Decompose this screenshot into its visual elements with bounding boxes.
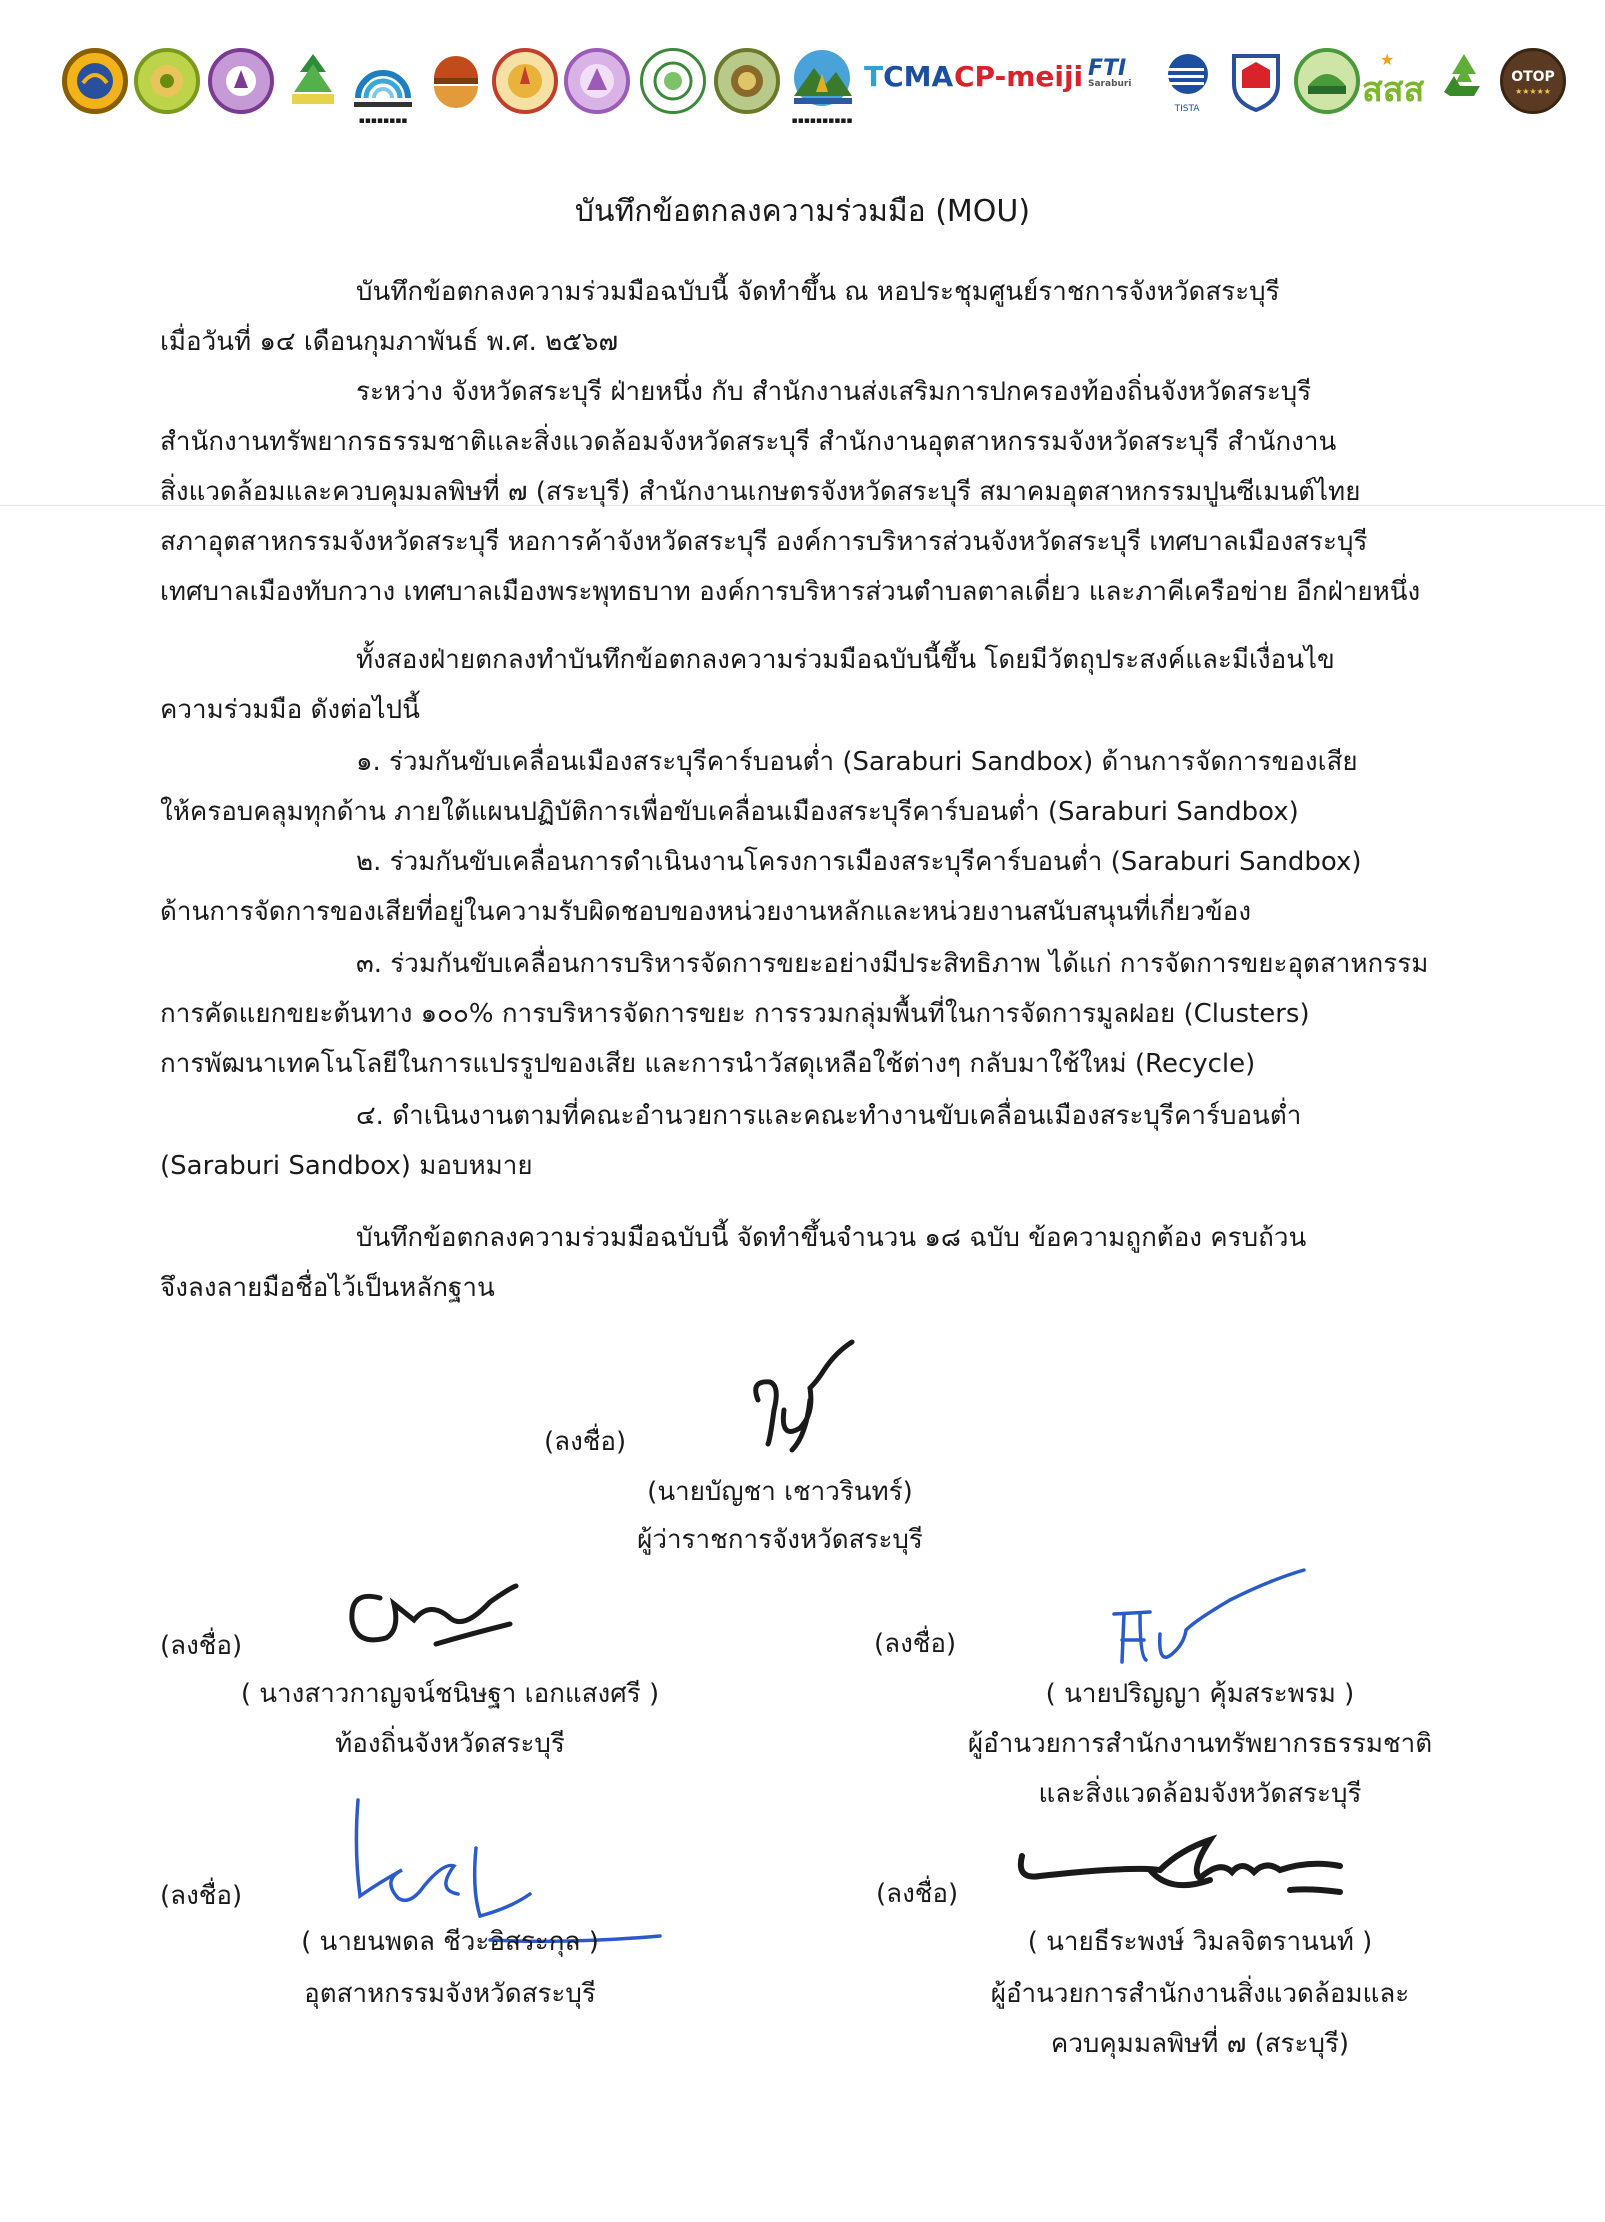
star-icon: ★ bbox=[1380, 50, 1395, 69]
sign-label: (ลงชื่อ) bbox=[544, 1427, 627, 1457]
body-line: บันทึกข้อตกลงความร่วมมือฉบับนี้ จัดทำขึ้น ณ หอประชุมศูนย์ราชการจังหวัดสระบุรี bbox=[356, 277, 1280, 307]
clause-4-cont: (Saraburi Sandbox) มอบหมาย bbox=[160, 1151, 533, 1181]
community-logo bbox=[640, 48, 706, 114]
clause-3-cont: การคัดแยกขยะต้นทาง ๑๐๐% การบริหารจัดการขยะ การรวมกลุ่มพื้นที่ในการจัดการมูลฝอย (Clusters) bbox=[160, 999, 1310, 1029]
pcd-name: ( นายธีระพงษ์ วิมลจิตรานนท์ ) bbox=[1027, 1927, 1373, 1957]
tcma-logo: TCMA bbox=[864, 60, 954, 93]
logo-caption: ▪▪▪▪▪▪▪▪▪▪ bbox=[791, 116, 853, 126]
fti-sub-caption: Saraburi bbox=[1088, 79, 1132, 89]
nre-position-2: และสิ่งแวดล้อมจังหวัดสระบุรี bbox=[1038, 1779, 1362, 1809]
clause-4: ๔. ดำเนินงานตามที่คณะอำนวยการและคณะทำงานขับเคลื่อนเมืองสระบุรีคาร์บอนต่ำ bbox=[356, 1101, 1302, 1131]
saraburi-province-seal bbox=[62, 48, 128, 114]
body-line: สภาอุตสาหกรรมจังหวัดสระบุรี หอการค้าจังหวัดสระบุรี องค์การบริหารส่วนจังหวัดสระบุรี เทศบาลเมืองสระบุรี bbox=[160, 527, 1368, 557]
clause-1-cont: ให้ครอบคลุมทุกด้าน ภายใต้แผนปฏิบัติการเพื่อขับเคลื่อนเมืองสระบุรีคาร์บอนต่ำ (Saraburi Sandbox) bbox=[160, 797, 1299, 827]
otop-logo bbox=[1500, 48, 1566, 114]
tisa-caption: TISTA bbox=[1174, 104, 1200, 114]
recycle-logo bbox=[1434, 48, 1500, 114]
closing-line: จึงลงลายมือชื่อไว้เป็นหลักฐาน bbox=[160, 1273, 495, 1303]
clause-1: ๑. ร่วมกันขับเคลื่อนเมืองสระบุรีคาร์บอนต่ำ (Saraburi Sandbox) ด้านการจัดการของเสีย bbox=[356, 747, 1358, 777]
green-logo bbox=[1294, 48, 1360, 114]
saraburi-pao-logo bbox=[492, 48, 558, 114]
sign-label: (ลงชื่อ) bbox=[160, 1881, 243, 1911]
natural-resources-logo bbox=[350, 48, 416, 126]
governor-signature bbox=[740, 1340, 860, 1460]
local-admin-logo bbox=[208, 48, 274, 114]
governor-position: ผู้ว่าราชการจังหวัดสระบุรี bbox=[637, 1525, 923, 1555]
body-line: ระหว่าง จังหวัดสระบุรี ฝ่ายหนึ่ง กับ สำนักงานส่งเสริมการปกครองท้องถิ่นจังหวัดสระบุรี bbox=[356, 377, 1312, 407]
closing-line: บันทึกข้อตกลงความร่วมมือฉบับนี้ จัดทำขึ้นจำนวน ๑๘ ฉบับ ข้อความถูกต้อง ครบถ้วน bbox=[356, 1223, 1307, 1253]
cp-meiji-logo: CP-meiji bbox=[954, 60, 1084, 93]
logo-caption: ▪▪▪▪▪▪▪▪ bbox=[358, 116, 408, 126]
body-line: สำนักงานทรัพยากรธรรมชาติและสิ่งแวดล้อมจังหวัดสระบุรี สำนักงานอุตสาหกรรมจังหวัดสระบุรี สำนักงาน bbox=[160, 427, 1337, 457]
fti-logo: FTI Saraburi bbox=[1088, 56, 1132, 89]
tisa-logo bbox=[1154, 48, 1220, 114]
clause-3-cont: การพัฒนาเทคโนโลยีในการแปรรูปของเสีย และการนำวัสดุเหลือใช้ต่างๆ กลับมาใช้ใหม่ (Recycle) bbox=[160, 1049, 1256, 1079]
industry-name: ( นายนพดล ชีวะอิสระกุล ) bbox=[301, 1927, 599, 1957]
ministry-interior-logo bbox=[134, 48, 200, 114]
body-line: ทั้งสองฝ่ายตกลงทำบันทึกข้อตกลงความร่วมมือฉบับนี้ขึ้น โดยมีวัตถุประสงค์และมีเงื่อนไข bbox=[356, 645, 1335, 675]
department-logo bbox=[426, 48, 492, 114]
clause-2-cont: ด้านการจัดการของเสียที่อยู่ในความรับผิดชอบของหน่วยงานหลักและหน่วยงานสนับสนุนที่เกี่ยวข้อง bbox=[160, 897, 1252, 927]
agriculture-logo bbox=[714, 48, 780, 114]
local-position: ท้องถิ่นจังหวัดสระบุรี bbox=[335, 1729, 565, 1759]
clause-2: ๒. ร่วมกันขับเคลื่อนการดำเนินงานโครงการเมืองสระบุรีคาร์บอนต่ำ (Saraburi Sandbox) bbox=[356, 847, 1362, 877]
sign-label: (ลงชื่อ) bbox=[876, 1879, 959, 1909]
body-line: ความร่วมมือ ดังต่อไปนี้ bbox=[160, 695, 420, 725]
body-line: เมื่อวันที่ ๑๔ เดือนกุมภาพันธ์ พ.ศ. ๒๕๖๗ bbox=[160, 327, 618, 357]
industry-position: อุตสาหกรรมจังหวัดสระบุรี bbox=[304, 1979, 596, 2009]
municipality-logo bbox=[564, 48, 630, 114]
nre-signature bbox=[1100, 1570, 1320, 1680]
clause-3: ๓. ร่วมกันขับเคลื่อนการบริหารจัดการขยะอย่างมีประสิทธิภาพ ได้แก่ การจัดการขยะอุตสาหกรรม bbox=[356, 949, 1429, 979]
governor-name: (นายบัญชา เชาวรินทร์) bbox=[647, 1477, 913, 1507]
pcd-position-2: ควบคุมมลพิษที่ ๗ (สระบุรี) bbox=[1050, 2029, 1350, 2059]
pcd-logo bbox=[280, 48, 346, 114]
otop-label: OTOP bbox=[1511, 69, 1555, 85]
sss-logo: สสส ★ bbox=[1362, 50, 1425, 110]
body-line: สิ่งแวดล้อมและควบคุมมลพิษที่ ๗ (สระบุรี) สำนักงานเกษตรจังหวัดสระบุรี สมาคมอุตสาหกรรมปูนซีเมนต์ไทย bbox=[160, 477, 1361, 507]
document-title: บันทึกข้อตกลงความร่วมมือ (MOU) bbox=[574, 194, 1031, 229]
nre-name: ( นายปริญญา คุ้มสระพรม ) bbox=[1045, 1679, 1355, 1709]
sign-label: (ลงชื่อ) bbox=[160, 1631, 243, 1661]
partner-logo-strip bbox=[62, 48, 1555, 134]
shield-logo bbox=[1226, 48, 1292, 114]
body-line: เทศบาลเมืองทับกวาง เทศบาลเมืองพระพุทธบาท องค์การบริหารส่วนตำบลตาลเดี่ยว และภาคีเครือข่าย อีกฝ่ายหนึ่ง bbox=[160, 577, 1421, 607]
nre-position-1: ผู้อำนวยการสำนักงานทรัพยากรธรรมชาติ bbox=[967, 1729, 1433, 1759]
mountain-logo bbox=[786, 48, 858, 126]
pcd-signature bbox=[1010, 1830, 1350, 1920]
star-icon: ★★★★★ bbox=[1515, 87, 1551, 96]
sign-label: (ลงชื่อ) bbox=[874, 1629, 957, 1659]
pcd-position-1: ผู้อำนวยการสำนักงานสิ่งแวดล้อมและ bbox=[990, 1979, 1410, 2009]
local-name: ( นางสาวกาญจน์ชนิษฐา เอกแสงศรี ) bbox=[240, 1679, 660, 1709]
local-signature bbox=[340, 1580, 520, 1660]
